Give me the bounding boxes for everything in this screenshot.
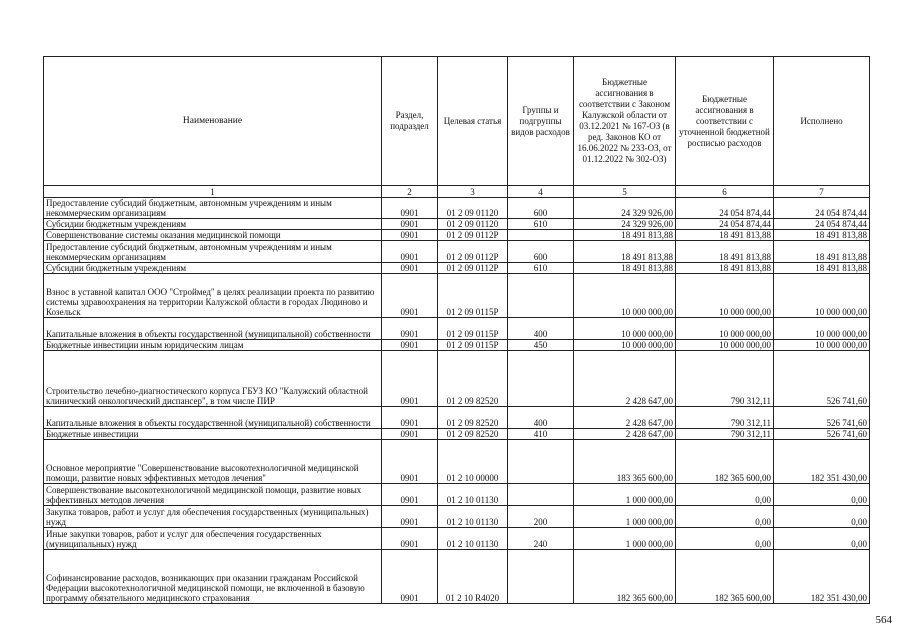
- header-row: [44, 57, 870, 186]
- table-row: [44, 429, 870, 440]
- cell-target: 01 2 09 01120: [438, 198, 508, 219]
- page-number: 564: [875, 614, 892, 626]
- cell-law-allocation: 1 000 000,00: [574, 528, 676, 550]
- cell-section: 0901: [382, 506, 438, 528]
- cell-refined-allocation: 0,00: [676, 528, 774, 550]
- column-number: 3: [438, 186, 508, 198]
- cell-target: 01 2 10 01130: [438, 484, 508, 506]
- cell-refined-allocation: 0,00: [676, 484, 774, 506]
- cell-target: 01 2 09 01120: [438, 219, 508, 230]
- cell-refined-allocation: 10 000 000,00: [676, 274, 774, 318]
- cell-law-allocation: 1 000 000,00: [574, 484, 676, 506]
- cell-group: [508, 550, 574, 604]
- column-number: 7: [774, 186, 870, 198]
- column-number-row: [44, 186, 870, 198]
- cell-section: 0901: [382, 263, 438, 274]
- budget-table: [43, 56, 870, 604]
- table-row: [44, 351, 870, 407]
- cell-section: 0901: [382, 198, 438, 219]
- cell-group: [508, 274, 574, 318]
- table-row: [44, 484, 870, 506]
- cell-target: 01 2 09 82520: [438, 351, 508, 407]
- cell-name: Бюджетные инвестиции: [44, 429, 382, 440]
- cell-law-allocation: 2 428 647,00: [574, 351, 676, 407]
- cell-target: 01 2 09 0112Р: [438, 241, 508, 263]
- cell-law-allocation: 10 000 000,00: [574, 318, 676, 340]
- cell-executed: 526 741,60: [774, 351, 870, 407]
- table-row: [44, 219, 870, 230]
- cell-target: 01 2 09 0115Р: [438, 340, 508, 351]
- cell-refined-allocation: 10 000 000,00: [676, 340, 774, 351]
- cell-target: 01 2 09 0115Р: [438, 274, 508, 318]
- cell-name: Софинансирование расходов, возникающих при оказании гражданам Российской Федерации высокотехнологичной медицинской помощи, не включенной в базовую программу обязательного медицинского страхования: [44, 550, 382, 604]
- table-row: [44, 263, 870, 274]
- cell-law-allocation: 18 491 813,88: [574, 230, 676, 241]
- cell-executed: 182 351 430,00: [774, 440, 870, 484]
- cell-executed: 10 000 000,00: [774, 340, 870, 351]
- cell-refined-allocation: 790 312,11: [676, 429, 774, 440]
- cell-group: [508, 484, 574, 506]
- cell-refined-allocation: 790 312,11: [676, 351, 774, 407]
- cell-refined-allocation: 18 491 813,88: [676, 263, 774, 274]
- cell-law-allocation: 1 000 000,00: [574, 506, 676, 528]
- table-row: [44, 198, 870, 219]
- cell-executed: 0,00: [774, 484, 870, 506]
- cell-name: Субсидии бюджетным учреждениям: [44, 263, 382, 274]
- cell-section: 0901: [382, 351, 438, 407]
- cell-target: 01 2 10 01130: [438, 528, 508, 550]
- column-number: 5: [574, 186, 676, 198]
- cell-target: 01 2 10 01130: [438, 506, 508, 528]
- cell-name: Взнос в уставной капитал ООО "Строймед" в целях реализации проекта по развитию системы здравоохранения на территории Калужской области в городах Людиново и Козельск: [44, 274, 382, 318]
- cell-name: Совершенствование системы оказания медицинской помощи: [44, 230, 382, 241]
- cell-section: 0901: [382, 484, 438, 506]
- cell-group: 410: [508, 429, 574, 440]
- cell-section: 0901: [382, 340, 438, 351]
- cell-refined-allocation: 182 365 600,00: [676, 440, 774, 484]
- cell-executed: 18 491 813,88: [774, 241, 870, 263]
- table-row: [44, 440, 870, 484]
- cell-name: Строительство лечебно-диагностического корпуса ГБУЗ КО "Калужский областной клинический онкологический диспансер", в том числе ПИР: [44, 351, 382, 407]
- cell-group: 600: [508, 198, 574, 219]
- cell-group: 610: [508, 219, 574, 230]
- cell-section: 0901: [382, 528, 438, 550]
- cell-law-allocation: 182 365 600,00: [574, 550, 676, 604]
- cell-refined-allocation: 0,00: [676, 506, 774, 528]
- cell-group: 450: [508, 340, 574, 351]
- cell-section: 0901: [382, 429, 438, 440]
- cell-law-allocation: 18 491 813,88: [574, 241, 676, 263]
- header-executed: Исполнено: [774, 57, 870, 186]
- cell-section: 0901: [382, 241, 438, 263]
- cell-target: 01 2 09 0115Р: [438, 318, 508, 340]
- cell-name: Иные закупки товаров, работ и услуг для обеспечения государственных (муниципальных) нужд: [44, 528, 382, 550]
- cell-law-allocation: 24 329 926,00: [574, 219, 676, 230]
- header-name: Наименование: [44, 57, 382, 186]
- cell-executed: 18 491 813,88: [774, 230, 870, 241]
- cell-group: 400: [508, 407, 574, 429]
- header-groups: Группы и подгруппы видов расходов: [508, 57, 574, 186]
- cell-group: 600: [508, 241, 574, 263]
- cell-executed: 182 351 430,00: [774, 550, 870, 604]
- header-refined-allocations: Бюджетные ассигнования в соответствии с уточненной бюджетной росписью расходов: [676, 57, 774, 186]
- cell-group: 610: [508, 263, 574, 274]
- table-row: [44, 506, 870, 528]
- cell-section: 0901: [382, 318, 438, 340]
- cell-executed: 0,00: [774, 528, 870, 550]
- cell-target: 01 2 10 00000: [438, 440, 508, 484]
- cell-group: [508, 351, 574, 407]
- column-number: 4: [508, 186, 574, 198]
- cell-executed: 10 000 000,00: [774, 274, 870, 318]
- cell-name: Субсидии бюджетным учреждениям: [44, 219, 382, 230]
- table-row: [44, 241, 870, 263]
- cell-executed: 526 741,60: [774, 429, 870, 440]
- table-row: [44, 528, 870, 550]
- cell-executed: 526 741,60: [774, 407, 870, 429]
- cell-refined-allocation: 182 365 600,00: [676, 550, 774, 604]
- cell-name: Предоставление субсидий бюджетным, автономным учреждениям и иным некоммерческим организациям: [44, 241, 382, 263]
- cell-section: 0901: [382, 219, 438, 230]
- cell-name: Основное мероприятие "Совершенствование высокотехнологичной медицинской помощи, развитие новых эффективных методов лечения": [44, 440, 382, 484]
- cell-target: 01 2 09 82520: [438, 429, 508, 440]
- cell-law-allocation: 2 428 647,00: [574, 429, 676, 440]
- cell-target: 01 2 09 0112Р: [438, 263, 508, 274]
- cell-name: Капитальные вложения в объекты государственной (муниципальной) собственности: [44, 407, 382, 429]
- table-row: [44, 230, 870, 241]
- cell-refined-allocation: 10 000 000,00: [676, 318, 774, 340]
- cell-refined-allocation: 18 491 813,88: [676, 230, 774, 241]
- column-number: 2: [382, 186, 438, 198]
- cell-section: 0901: [382, 274, 438, 318]
- cell-executed: 24 054 874,44: [774, 198, 870, 219]
- cell-name: Бюджетные инвестиции иным юридическим лицам: [44, 340, 382, 351]
- header-law-allocations: Бюджетные ассигнования в соответствии с Законом Калужской области от 03.12.2021 № 167-ОЗ (в ред. Законов КО от 16.06.2022 № 233-ОЗ, от 01.12.2022 № 302-ОЗ): [574, 57, 676, 186]
- column-number: 6: [676, 186, 774, 198]
- cell-refined-allocation: 18 491 813,88: [676, 241, 774, 263]
- cell-group: 240: [508, 528, 574, 550]
- cell-refined-allocation: 24 054 874,44: [676, 198, 774, 219]
- budget-table-sheet: [43, 56, 870, 604]
- cell-section: 0901: [382, 230, 438, 241]
- cell-name: Капитальные вложения в объекты государственной (муниципальной) собственности: [44, 318, 382, 340]
- cell-executed: 24 054 874,44: [774, 219, 870, 230]
- cell-section: 0901: [382, 550, 438, 604]
- cell-name: Предоставление субсидий бюджетным, автономным учреждениям и иным некоммерческим организациям: [44, 198, 382, 219]
- cell-target: 01 2 10 R4020: [438, 550, 508, 604]
- cell-law-allocation: 18 491 813,88: [574, 263, 676, 274]
- cell-target: 01 2 09 0112Р: [438, 230, 508, 241]
- table-row: [44, 407, 870, 429]
- cell-executed: 10 000 000,00: [774, 318, 870, 340]
- cell-target: 01 2 09 82520: [438, 407, 508, 429]
- cell-section: 0901: [382, 407, 438, 429]
- cell-law-allocation: 183 365 600,00: [574, 440, 676, 484]
- cell-group: 200: [508, 506, 574, 528]
- cell-group: [508, 230, 574, 241]
- cell-refined-allocation: 24 054 874,44: [676, 219, 774, 230]
- cell-law-allocation: 2 428 647,00: [574, 407, 676, 429]
- cell-group: [508, 440, 574, 484]
- cell-law-allocation: 10 000 000,00: [574, 340, 676, 351]
- cell-name: Закупка товаров, работ и услуг для обеспечения государственных (муниципальных) нужд: [44, 506, 382, 528]
- header-target: Целевая статья: [438, 57, 508, 186]
- cell-group: 400: [508, 318, 574, 340]
- table-row: [44, 340, 870, 351]
- header-section: Раздел, подраздел: [382, 57, 438, 186]
- cell-law-allocation: 10 000 000,00: [574, 274, 676, 318]
- cell-executed: 18 491 813,88: [774, 263, 870, 274]
- cell-section: 0901: [382, 440, 438, 484]
- column-number: 1: [44, 186, 382, 198]
- cell-refined-allocation: 790 312,11: [676, 407, 774, 429]
- cell-name: Совершенствование высокотехнологичной медицинской помощи, развитие новых эффективных методов лечения: [44, 484, 382, 506]
- cell-executed: 0,00: [774, 506, 870, 528]
- table-row: [44, 274, 870, 318]
- table-row: [44, 318, 870, 340]
- table-row: [44, 550, 870, 604]
- cell-law-allocation: 24 329 926,00: [574, 198, 676, 219]
